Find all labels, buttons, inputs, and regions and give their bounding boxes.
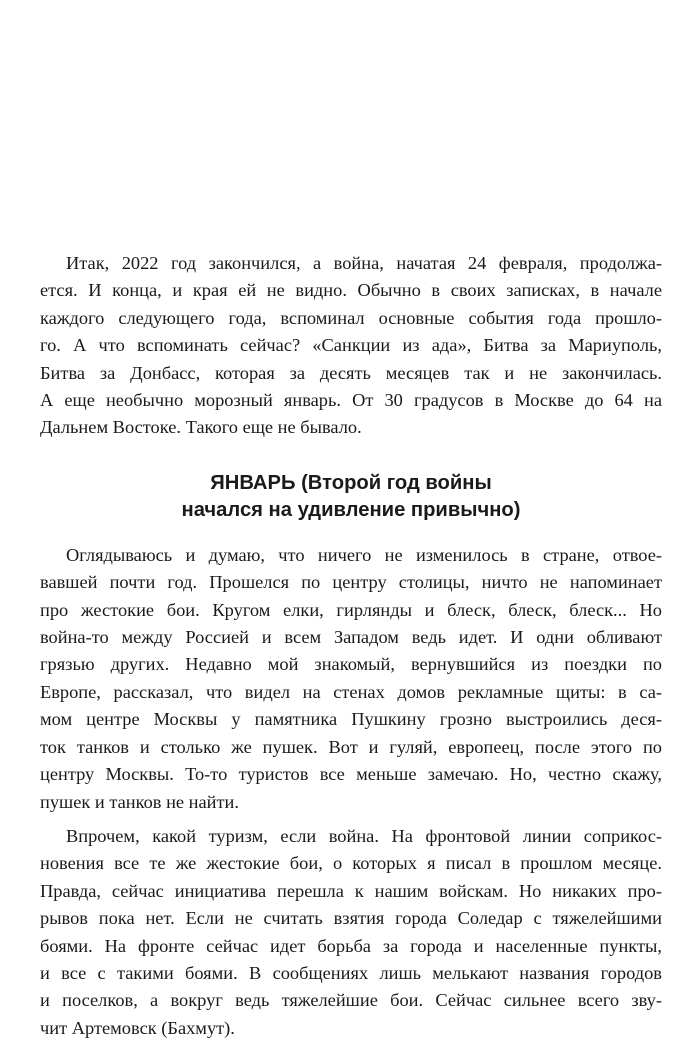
text-line: чит Артемовск (Бахмут). bbox=[40, 1017, 235, 1038]
text-line: го. А что вспоминать сейчас? «Санкции из ада», Битва за Мариуполь, bbox=[40, 335, 662, 356]
text-line: рывов пока нет. Если не считать взятия города Соледар с тяжелейшими bbox=[40, 908, 662, 929]
section-heading-line: ЯНВАРЬ (Второй год войны bbox=[210, 471, 492, 494]
text-line: грязью других. Недавно мой знакомый, вернувшийся из поездки по bbox=[40, 654, 662, 675]
text-line: война-то между Россией и всем Западом ведь идет. И одни обливают bbox=[40, 627, 662, 648]
text-line: ется. И конца, и края ей не видно. Обычно в своих записках, в начале bbox=[40, 280, 662, 301]
section-heading bbox=[40, 470, 662, 524]
page-body bbox=[40, 250, 662, 1042]
text-line: Впрочем, какой туризм, если война. На фронтовой линии соприкос- bbox=[66, 825, 662, 846]
intro-paragraph bbox=[40, 250, 662, 442]
text-line: Оглядываюсь и думаю, что ничего не изменилось в стране, отвое- bbox=[66, 544, 662, 565]
body-paragraph-1 bbox=[40, 542, 662, 816]
text-line: новения все те же жестокие бои, о которых я писал в прошлом месяце. bbox=[40, 853, 662, 874]
section-heading-line: начался на удивление привычно) bbox=[181, 498, 521, 521]
text-line: про жестокие бои. Кругом елки, гирлянды и блеск, блеск, блеск... Но bbox=[40, 599, 662, 620]
body-paragraph-2 bbox=[40, 823, 662, 1042]
text-line: и все с такими боями. В сообщениях лишь мелькают названия городов bbox=[40, 962, 662, 983]
text-line: и поселков, а вокруг ведь тяжелейшие бои. Сейчас сильнее всего зву- bbox=[40, 990, 662, 1011]
text-line: А еще необычно морозный январь. От 30 градусов в Москве до 64 на bbox=[40, 390, 662, 411]
text-line: вавшей почти год. Прошелся по центру столицы, ничто не напоминает bbox=[40, 572, 662, 593]
text-line: мом центре Москвы у памятника Пушкину грозно выстроились деся- bbox=[40, 709, 662, 730]
paragraph-spacer bbox=[40, 816, 662, 823]
text-line: Дальнем Востоке. Такого еще не бывало. bbox=[40, 417, 362, 438]
text-line: пушек и танков не найти. bbox=[40, 791, 240, 812]
text-line: Правда, сейчас инициатива перешла к нашим войскам. Но никаких про- bbox=[40, 880, 662, 901]
text-line: ток танков и столько же пушек. Вот и гуляй, европеец, после этого по bbox=[40, 736, 662, 757]
text-line: Европе, рассказал, что видел на стенах домов рекламные щиты: в са- bbox=[40, 681, 662, 702]
text-line: каждого следующего года, вспоминал основные события года прошло- bbox=[40, 307, 662, 328]
text-line: Итак, 2022 год закончился, а война, начатая 24 февраля, продолжа- bbox=[66, 253, 662, 273]
text-line: Битва за Донбасс, которая за десять месяцев так и не закончилась. bbox=[40, 362, 662, 383]
text-line: боями. На фронте сейчас идет борьба за города и населенные пункты, bbox=[40, 935, 662, 956]
text-line: центру Москвы. То-то туристов все меньше замечаю. Но, честно скажу, bbox=[40, 764, 662, 785]
